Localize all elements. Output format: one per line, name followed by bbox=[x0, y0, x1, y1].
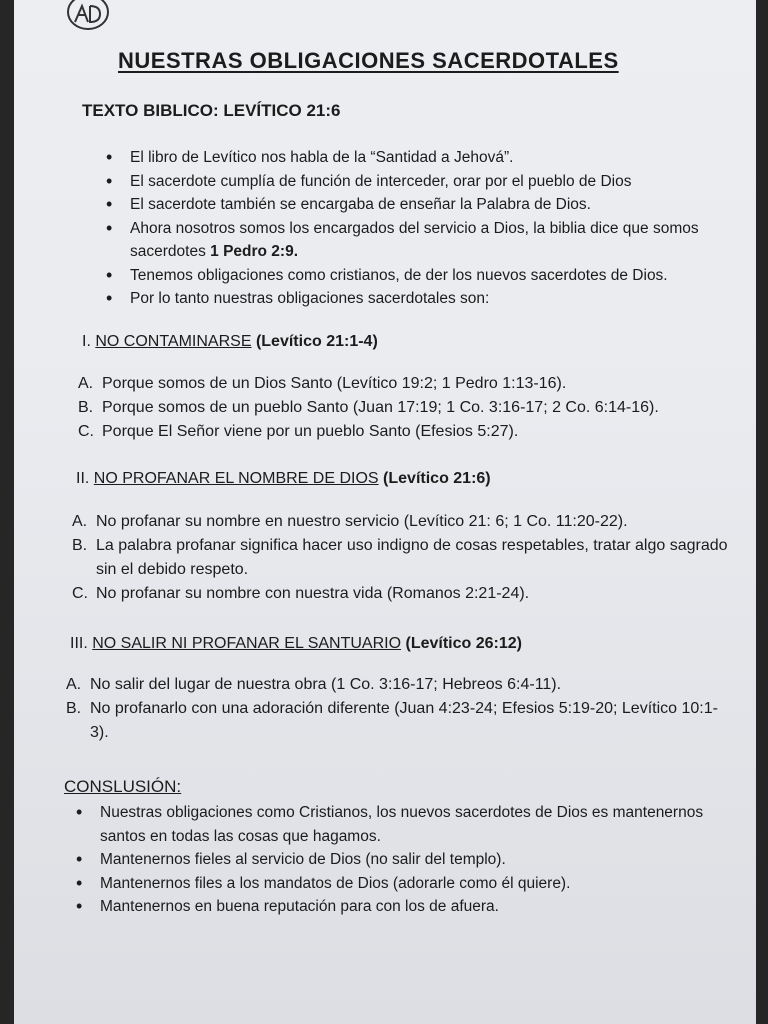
document-page bbox=[14, 0, 756, 1024]
bible-text-subtitle: TEXTO BIBLICO: LEVÍTICO 21:6 bbox=[82, 101, 341, 120]
list-item: A. No profanar su nombre en nuestro servicio (Levítico 21: 6; 1 Co. 11:20-22). bbox=[72, 513, 628, 530]
list-item: • El sacerdote también se encargaba de enseñar la Palabra de Dios. bbox=[106, 193, 746, 217]
conclusion-list bbox=[76, 801, 736, 919]
list-item: • Tenemos obligaciones como cristianos, de der los nuevos sacerdotes de Dios. bbox=[106, 264, 746, 288]
list-item: A. Porque somos de un Dios Santo (Levítico 19:2; 1 Pedro 1:13-16). bbox=[78, 375, 567, 392]
list-item: C. Porque El Señor viene por un pueblo Santo (Efesios 5:27). bbox=[78, 423, 519, 440]
section-heading: III. NO SALIR NI PROFANAR EL SANTUARIO (Levítico 26:12) bbox=[70, 635, 522, 652]
church-logo-icon bbox=[66, 0, 110, 32]
intro-list bbox=[106, 146, 746, 311]
list-item: • Mantenernos fieles al servicio de Dios (no salir del templo). bbox=[76, 848, 736, 872]
conclusion-heading: CONSLUSIÓN: bbox=[64, 777, 182, 796]
section-list bbox=[72, 510, 742, 606]
list-item: • Nuestras obligaciones como Cristianos, los nuevos sacerdotes de Dios es mantenernos santos en todas las cosas que hagamos. bbox=[76, 801, 736, 848]
list-item: • Ahora nosotros somos los encargados del servicio a Dios, la biblia dice que somos sacerdotes 1 Pedro 2:9. bbox=[106, 217, 746, 264]
list-item: • Mantenernos en buena reputación para con los de afuera. bbox=[76, 895, 736, 919]
list-item: • El sacerdote cumplía de función de interceder, orar por el pueblo de Dios bbox=[106, 170, 746, 194]
list-item: B. Porque somos de un pueblo Santo (Juan 17:19; 1 Co. 3:16-17; 2 Co. 6:14-16). bbox=[78, 399, 659, 416]
list-item: • Por lo tanto nuestras obligaciones sacerdotales son: bbox=[106, 287, 746, 311]
list-item: B. No profanarlo con una adoración diferente (Juan 4:23-24; Efesios 5:19-20; Levítico 10:1-3). bbox=[66, 700, 718, 741]
page-title: NUESTRAS OBLIGACIONES SACERDOTALES bbox=[118, 48, 619, 73]
list-item: B. La palabra profanar significa hacer uso indigno de cosas respetables, tratar algo sagrado sin el debido respeto. bbox=[72, 537, 728, 578]
list-item: • Mantenernos files a los mandatos de Dios (adorarle como él quiere). bbox=[76, 872, 736, 896]
section-list bbox=[66, 673, 736, 745]
list-item: C. No profanar su nombre con nuestra vida (Romanos 2:21-24). bbox=[72, 585, 530, 602]
list-item: A. No salir del lugar de nuestra obra (1 Co. 3:16-17; Hebreos 6:4-11). bbox=[66, 676, 562, 693]
list-item: • El libro de Levítico nos habla de la “Santidad a Jehová”. bbox=[106, 146, 746, 170]
section-list bbox=[78, 372, 738, 444]
bible-reference: 1 Pedro 2:9. bbox=[210, 243, 299, 260]
section-heading: I. NO CONTAMINARSE (Levítico 21:1-4) bbox=[82, 333, 378, 350]
section-heading: II. NO PROFANAR EL NOMBRE DE DIOS (Levítico 21:6) bbox=[76, 470, 491, 487]
